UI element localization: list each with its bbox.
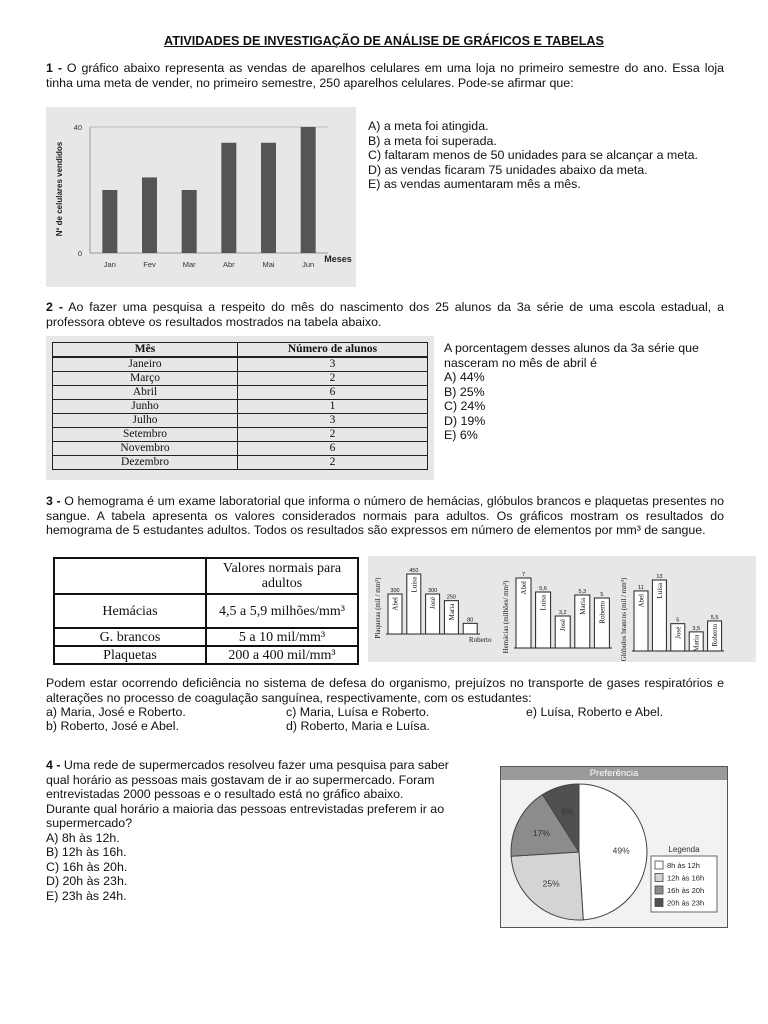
x-tick-label: Mai: [262, 260, 275, 269]
count-cell: 6: [238, 442, 428, 456]
table-row: [54, 646, 358, 664]
q4-line-4: Durante qual horário a maioria das pessoas entrevistadas preferem ir ao: [46, 801, 445, 816]
q2-option-c[interactable]: C) 24%: [444, 399, 486, 413]
normal-values-table: [53, 557, 359, 665]
table-row: [53, 372, 428, 386]
bar-name-label: Abel: [391, 597, 400, 611]
question-2-number: 2 -: [46, 300, 63, 314]
table-row: [53, 414, 428, 428]
bar-name-label: Maria: [578, 598, 587, 615]
table-row: [53, 400, 428, 414]
birth-month-table-panel: [46, 336, 434, 480]
q4-option-c[interactable]: C) 16h às 20h.: [46, 859, 128, 874]
q2-option-a[interactable]: A) 44%: [444, 370, 485, 384]
bar-name-label: José: [429, 597, 438, 610]
q4-option-d[interactable]: D) 20h às 23h.: [46, 874, 128, 888]
question-3-statement: O hemograma é um exame laboratorial que informa o número de hemácias, glóbulos brancos e plaquetas presentes no sangue. A tabela apresenta os valores considerados normais para adultos. Os gráficos mostram os resultados do hemograma de 5 estudantes adultos. Todos os resultados são expressos em número de elementos por mm³ de sangue.: [46, 494, 724, 537]
month-cell: Abril: [53, 386, 238, 400]
value-label: 250: [446, 594, 456, 601]
month-cell: Novembro: [53, 442, 238, 456]
legend-entry: 20h às 23h: [667, 898, 705, 908]
count-cell: 1: [238, 400, 428, 414]
q1-option-b[interactable]: B) a meta foi superada.: [368, 133, 497, 148]
hemogram-chart-3: [620, 574, 724, 661]
value-label: 300: [390, 588, 400, 594]
question-1-options: [368, 119, 698, 192]
y-tick-label: 0: [77, 249, 82, 258]
preference-pie-chart: [501, 780, 727, 926]
row-label: Hemácias: [54, 594, 206, 628]
pie-percent-label: 49%: [612, 845, 630, 856]
table-row: [53, 386, 428, 400]
chart-ylabel: Hemácias (milhões/ mm³): [502, 580, 510, 654]
pie-title: Preferência: [501, 767, 727, 780]
pie-percent-label: 17%: [532, 827, 550, 838]
q4-option-e[interactable]: E) 23h às 24h.: [46, 888, 127, 903]
q1-option-d[interactable]: D) as vendas ficaram 75 unidades abaixo da meta.: [368, 162, 648, 177]
question-2-prompt: [444, 341, 722, 443]
x-tick-label: Mar: [182, 260, 196, 269]
q2-option-e[interactable]: E) 6%: [444, 428, 478, 442]
value-label: 5,6: [539, 586, 547, 592]
value-label: 7: [521, 572, 526, 578]
month-cell: Dezembro: [53, 456, 238, 470]
bar-name-label: Roberto: [598, 601, 607, 624]
value-label: 5,3: [578, 589, 587, 595]
x-tick-label: Jan: [103, 260, 116, 269]
count-cell: 6: [238, 386, 428, 400]
legend-swatch: [655, 899, 663, 907]
question-3-number: 3 -: [46, 494, 61, 508]
value-label: 450: [409, 568, 419, 574]
bar-name-label: Abel: [637, 593, 646, 608]
month-cell: Janeiro: [53, 357, 238, 372]
row-value: 4,5 a 5,9 milhões/mm³: [206, 594, 358, 628]
row-label: G. brancos: [54, 628, 206, 646]
legend-title: Legenda: [668, 845, 700, 854]
normal-values-header: Valores normais para adultos: [206, 558, 358, 594]
q2-prompt-line-2: nasceram no mês de abril é: [444, 355, 597, 370]
legend-swatch: [655, 886, 663, 894]
month-cell: Julho: [53, 414, 238, 428]
table-header-row: [53, 343, 428, 358]
question-4-number: 4 -: [46, 758, 61, 772]
q4-line-1: [46, 758, 486, 773]
pie-percent-label: 9%: [561, 806, 574, 817]
y-tick-label: 40: [73, 123, 82, 132]
row-label: Plaquetas: [54, 646, 206, 664]
x-tick-label: Abr: [222, 260, 235, 269]
q3-option-d[interactable]: d) Roberto, Maria e Luísa.: [286, 719, 430, 733]
q4-line-3: entrevistadas 2000 pessoas e o resultado está no gráfico abaixo.: [46, 787, 404, 801]
question-1-text: [46, 61, 724, 90]
value-label: 13: [656, 574, 663, 580]
hemogram-charts: [368, 556, 756, 662]
sales-chart-panel: [46, 107, 356, 287]
table-row: [54, 594, 358, 628]
bar-name-label: Luísa: [655, 583, 664, 599]
bar-fev: [142, 177, 157, 253]
count-cell: 3: [238, 414, 428, 428]
y-axis-label: Nº de celulares vendidos: [55, 141, 64, 237]
q3-option-e[interactable]: e) Luísa, Roberto e Abel.: [526, 705, 664, 719]
bar-mar: [182, 190, 197, 253]
q4-line-5: supermercado?: [46, 816, 133, 830]
x-tick-label: Fev: [143, 260, 156, 269]
bar-jan: [102, 190, 117, 253]
pie-percent-label: 25%: [542, 878, 560, 889]
question-3-continuation: Podem estar ocorrendo deficiência no sistema de defesa do organismo, prejuízos no transporte de gases respiratórios e alterações no processo de coagulação sanguínea, respectivamente, com os estudantes:: [46, 676, 724, 705]
count-cell: 2: [238, 456, 428, 470]
count-cell: 2: [238, 428, 428, 442]
question-1-number: 1 -: [46, 61, 62, 75]
question-1-statement: O gráfico abaixo representa as vendas de aparelhos celulares em uma loja no primeiro semestre do ano. Essa loja tinha uma meta de vender, no primeiro semestre, 250 aparelhos celulares. Pode-se afirmar que:: [46, 61, 724, 90]
bar-name-label: Abel: [520, 581, 528, 595]
question-2-text: [46, 300, 724, 329]
question-4-text: [46, 758, 486, 903]
hemogram-chart-2: [502, 572, 612, 653]
row-value: 200 a 400 mil/mm³: [206, 646, 358, 664]
value-label: 5: [676, 617, 680, 624]
q4-line-2: qual horário as pessoas mais gostavam de ir ao supermercado. Foram: [46, 772, 435, 787]
table-row: [53, 357, 428, 372]
table-row: [54, 628, 358, 646]
q3-option-c[interactable]: c) Maria, Luísa e Roberto.: [286, 705, 430, 719]
value-label: 3,2: [558, 610, 567, 616]
value-label: 3,5: [692, 625, 701, 632]
legend-entry: 12h às 16h: [667, 873, 705, 883]
value-label: 11: [638, 584, 644, 591]
month-cell: Junho: [53, 400, 238, 414]
count-cell: 3: [238, 357, 428, 372]
q4-line-1-text: Uma rede de supermercados resolveu fazer uma pesquisa para saber: [63, 758, 449, 772]
question-2-statement: Ao fazer uma pesquisa a respeito do mês do nascimento dos 25 alunos da 3a série de uma escola estadual, a professora obteve os resultados mostrados na tabela abaixo.: [46, 300, 724, 329]
bar-name-label: Luísa: [410, 577, 419, 593]
row-value: 5 a 10 mil/mm³: [206, 628, 358, 646]
bar-name-label: Luísa: [539, 595, 548, 611]
table-row: [53, 428, 428, 442]
sales-bar-chart: [46, 107, 356, 287]
legend-swatch: [655, 861, 663, 869]
bar-name-label: José: [674, 626, 683, 639]
header-count: Número de alunos: [238, 343, 428, 358]
month-cell: Setembro: [53, 428, 238, 442]
bar-name-label: José: [559, 619, 568, 632]
bar-abr: [221, 143, 236, 253]
value-label: 300: [428, 588, 438, 594]
corner-cell: [54, 558, 206, 594]
legend-entry: 8h às 12h: [667, 861, 700, 870]
hemogram-charts-panel: [368, 556, 756, 662]
bar-jun: [301, 127, 316, 253]
bar-name-label: Roberto: [711, 623, 720, 647]
pie-legend: [651, 845, 717, 912]
q4-option-a[interactable]: A) 8h às 12h.: [46, 830, 120, 845]
q4-option-b[interactable]: B) 12h às 16h.: [46, 845, 127, 859]
hemogram-chart-1: [374, 568, 492, 644]
q2-prompt-line-1: A porcentagem desses alunos da 3a série que: [444, 341, 699, 355]
preference-pie-panel: [500, 766, 728, 928]
bar-roberto: [463, 623, 477, 634]
q1-option-a[interactable]: A) a meta foi atingida.: [368, 119, 489, 133]
page-title: ATIVIDADES DE INVESTIGAÇÃO DE ANÁLISE DE GRÁFICOS E TABELAS: [164, 34, 604, 48]
q3-option-a[interactable]: a) Maria, José e Roberto.: [46, 705, 186, 719]
x-tick-label: Jun: [302, 260, 315, 269]
header-month: Mês: [53, 343, 238, 358]
chart-ylabel: Glóbulos brancos (mil / mm³): [620, 577, 628, 662]
table-row: [54, 558, 358, 594]
bar-name-label: Maria: [447, 603, 456, 621]
value-label: 5,5: [710, 614, 719, 621]
q1-option-e[interactable]: E) as vendas aumentaram mês a mês.: [368, 177, 581, 191]
chart-ylabel: Plaquetas (mil / mm³): [374, 577, 382, 639]
table-row: [53, 456, 428, 470]
x-axis-label: Meses: [324, 254, 352, 264]
bar-name-label: Roberto: [468, 636, 492, 644]
birth-month-table: [52, 342, 428, 470]
table-row: [53, 442, 428, 456]
month-cell: Março: [53, 372, 238, 386]
count-cell: 2: [238, 372, 428, 386]
value-label: 80: [467, 617, 474, 624]
value-label: 5: [600, 592, 604, 598]
question-3-text: [46, 494, 724, 538]
bar-name-label: Maria: [692, 634, 701, 652]
bar-mai: [261, 143, 276, 253]
legend-swatch: [655, 874, 663, 882]
q1-option-c[interactable]: C) faltaram menos de 50 unidades para se alcançar a meta.: [368, 148, 698, 162]
q2-option-d[interactable]: D) 19%: [444, 413, 486, 428]
q3-option-b[interactable]: b) Roberto, José e Abel.: [46, 719, 179, 733]
q2-option-b[interactable]: B) 25%: [444, 384, 485, 399]
legend-entry: 16h às 20h: [667, 886, 705, 895]
